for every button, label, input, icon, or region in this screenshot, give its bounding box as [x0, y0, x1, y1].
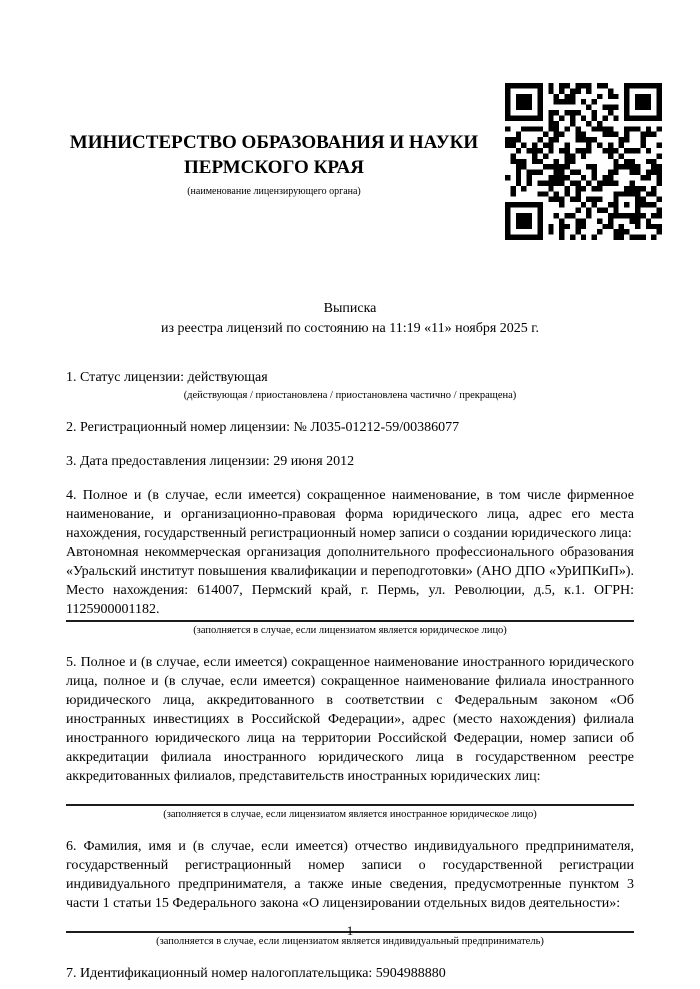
legal-entity-label: 4. Полное и (в случае, если имеется) сокращенное наименование, в том числе фирменное наименование, и организационно-правовая форма юридического лица, адрес его места нахождения, государственный регистрационный номер записи о создании юридического лица:: [66, 488, 634, 541]
document-subtitle: из реестра лицензий по состоянию на 11:19 «11» ноября 2025 г.: [161, 321, 539, 336]
individual-entrepreneur-label: 6. Фамилия, имя и (в случае, если имеется) отчество индивидуального предпринимателя, государственный регистрационный номер записи о государственной регистрации индивидуального предпринимателя, а также иные сведения, предусмотренные пунктом 3 части 1 статьи 15 Федерального закона «О лицензировании отдельных видов деятельности»:: [66, 839, 634, 911]
item-2-registration-number: [66, 418, 634, 437]
grant-date-text: 3. Дата предоставления лицензии: 29 июня 2012: [66, 454, 355, 469]
document-body: [66, 368, 634, 989]
licensing-authority-header: [56, 130, 492, 198]
registration-number-text: 2. Регистрационный номер лицензии: № Л035-01212-59/00386077: [66, 420, 460, 435]
foreign-entity-label: 5. Полное и (в случае, если имеется) сокращенное наименование иностранного юридического лица, полное и (в случае, если имеется) сокращенное наименование филиала иностранного юридического лица, аккредитованного в соответствии с Федеральным законом «Об иностранных инвестициях в Российской Федерации», адрес (место нахождения) филиала иностранного юридического лица на территории Российской Федерации, номер записи об аккредитации филиала иностранного юридического лица в государственном реестре аккредитованных филиалов, представительств иностранных юридических лиц:: [66, 655, 634, 784]
taxpayer-id-text: 7. Идентификационный номер налогоплательщика: 5904988880: [66, 966, 446, 981]
page-number: 1: [346, 923, 354, 938]
fill-in-rule: [66, 803, 634, 806]
item-4-legal-entity: [66, 486, 634, 638]
legal-entity-value: Автономная некоммерческая организация дополнительного профессионального образования «Уральский институт повышения квалификации и переподготовки» (АНО ДПО «УрИПКиП»). Место нахождения: 614007, Пермский край, г. Пермь, ул. Революции, д.5, к.1. ОГРН: 1125900001182.: [66, 545, 634, 617]
license-status-options-caption: (действующая / приостановлена / приостановлена частично / прекращена): [183, 390, 517, 401]
fill-in-rule: [66, 619, 634, 622]
legal-entity-caption: (заполняется в случае, если лицензиатом является юридическое лицо): [193, 625, 507, 636]
item-7-taxpayer-id: [66, 964, 634, 983]
foreign-entity-value: [66, 786, 634, 803]
license-status-text: 1. Статус лицензии: действующая: [66, 370, 268, 385]
individual-entrepreneur-caption: (заполняется в случае, если лицензиатом является индивидуальный предприниматель): [156, 936, 544, 947]
foreign-entity-caption: (заполняется в случае, если лицензиатом является иностранное юридическое лицо): [163, 809, 537, 820]
ministry-name-line1: МИНИСТЕРСТВО ОБРАЗОВАНИЯ И НАУКИ: [69, 132, 479, 153]
document-title: Выписка: [323, 301, 377, 316]
item-5-foreign-entity: [66, 653, 634, 822]
item-1-license-status: [66, 368, 634, 403]
document-title-block: [66, 299, 634, 339]
item-3-grant-date: [66, 452, 634, 471]
licensing-authority-caption: (наименование лицензирующего органа): [187, 186, 361, 197]
qr-code-icon: [505, 83, 662, 240]
ministry-name-line2: ПЕРМСКОГО КРАЯ: [184, 157, 364, 178]
